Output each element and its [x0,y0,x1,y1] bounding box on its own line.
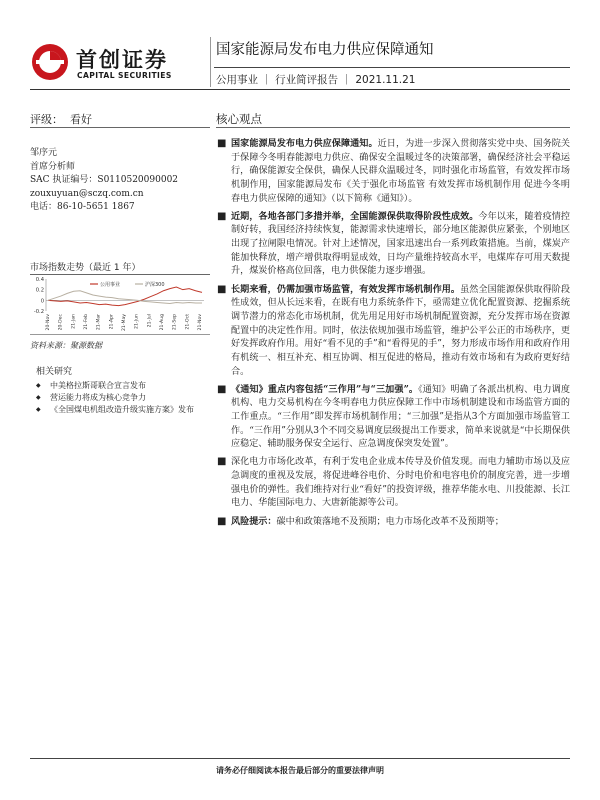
core-content [216,137,570,533]
related-item[interactable]: ◆ 营运能力将成为核心竞争力 [36,392,214,404]
company-logo [30,42,200,82]
title-rule [214,67,570,68]
y-tick-label: 0 [40,298,44,305]
core-paragraph: ■ 国家能源局发布电力供应保障通知。近日，为进一步深入贯彻落实党中央、国务院关于保障今冬明春能源电力供应、确保安全温暖过冬的决策部署，确保经济社会平稳运行，确保能源安全保供，确保人民群众温暖过冬，同时强化市场监管，有效发挥市场机制作用，国家能源局发布《关于强化市场监管 有效发挥市场机制作用 促进今冬明春电力供应保障的通知》（以下简称《通知》）。 [217,138,570,204]
y-tick-label: 0.2 [35,287,44,294]
core-paragraph: ■ 长期来看，仍需加强市场监管，有效发挥市场机制作用。虽然全国能源保供取得阶段性成效，但从长远来看，在既有电力系统条件下，亟需建立优化配置资源、挖掘系统调节潜力的常态化市场机制，优先用足用好市场机制配置资源，充分发挥市场在资源配置中的决定性作用。同时，依法依规加强市场监管，维护公平公正的市场秩序，更好发挥政府作用。用好“看不见的手”和“看得见的手”，努力形成市场作用和政府作用有机统一、相互补充、相互协调、相互促进的格局，推动有效市场和有为政府更好结合。 [217,283,570,377]
legend-label: 沪深300 [145,282,165,288]
report-title: 国家能源局发布电力供应保障通知 [216,42,434,58]
x-tick-label: 21-Mar [96,314,102,331]
x-tick-label: 21-Jul [147,314,153,328]
x-tick-label: 20-Nov [46,314,51,331]
core-rule [216,127,570,128]
report-subtitle: 公用事业 ｜ 行业简评报告 ｜ 2021.11.21 [216,74,416,86]
market-index-chart [30,276,210,332]
x-tick-label: 20-Dec [58,314,64,331]
y-tick-label: 0.4 [35,277,44,283]
rating-value: 看好 [70,113,92,126]
footer-disclaimer: 请务必仔细阅读本报告最后部分的重要法律声明 [216,766,384,775]
x-tick-label: 21-Jun [134,314,140,329]
analyst-email[interactable]: zouxuyuan@sczq.com.cn [30,188,144,199]
analyst-phone: 电话：86-10-5651 1867 [30,202,135,213]
x-tick-label: 21-Feb [84,314,89,330]
related-research-title: 相关研究 [36,367,73,377]
analyst-title: 首席分析师 [30,161,76,172]
related-item[interactable]: ◆ 《全国煤电机组改造升级实施方案》发布 [36,404,214,416]
rating [30,111,92,127]
rating-label: 评级： [30,113,63,126]
footer-rule [30,758,570,759]
bullet-icon: ◆ [36,382,41,389]
legend-label: 公用事业 [100,282,121,288]
x-tick-label: 21-Nov [198,314,203,331]
analyst-block [30,147,178,215]
header-rule [30,89,570,90]
related-research-list [36,380,214,417]
x-tick-label: 21-Jan [71,314,77,329]
trend-title: 市场指数走势（最近 1 年） [30,263,141,273]
header-divider [210,37,211,87]
bullet-icon: ■ [217,383,227,395]
bullet-icon: ■ [217,210,227,222]
chart-source: 资料来源：聚源数据 [30,341,102,350]
core-paragraph: ■ 《通知》重点内容包括“三作用”与“三加强”。《通知》明确了各派出机构、电力调度机构、电力交易机构在今冬明春电力供应保障工作中市场机制建设和市场监管方面的工作重点。“三作用”即发挥市场机制作用；“三加强”是指从3个方面加强市场监管工作。“三作用”分别从3个不同交易调度层级提出工作要求，简单来说就是“中长期保供应稳定、辅助服务保安全运行、应急调度保突发处置”。 [217,383,570,450]
x-tick-label: 21-Apr [109,314,115,330]
bullet-icon: ■ [217,283,227,295]
logo-text-en: CAPITAL SECURITIES [77,71,172,80]
trend-rule [30,274,210,275]
y-tick-label: -0.2 [33,309,44,315]
related-item[interactable]: ◆ 中美格拉斯哥联合宣言发布 [36,380,214,392]
bullet-icon: ◆ [36,394,41,402]
logo-text-cn: 首创证券 [76,48,168,72]
analyst-name: 邹序元 [30,148,58,158]
x-tick-label: 21-Oct [185,314,191,330]
bullet-icon: ◆ [36,406,41,414]
core-paragraph: ■ 风险提示：碳中和政策落地不及预期；电力市场化改革不及预期等； [217,515,504,527]
bullet-icon: ■ [217,456,227,468]
x-tick-label: 21-Aug [160,314,165,331]
bullet-icon: ■ [217,515,227,527]
core-paragraph: ■ 近期，各地各部门多措并举，全国能源保供取得阶段性成效。今年以来，随着疫情控制好转，我国经济持续恢复，能源需求快速增长，部分地区能源供应紧张，个别地区出现了拉闸限电情况。针对上述情况，国家迅速出台一系列政策措施。当前，煤炭产能加快释放，增产增供取得明显成效，日均产量维持较高水平，电煤库存可用天数提升，煤炭价格高位回落，电力供保能力逐步增强。 [217,210,570,277]
source-rule [30,334,210,335]
core-title: 核心观点 [216,112,262,126]
core-paragraph: ■ 深化电力市场化改革，有利于发电企业成本传导及价值发现。而电力辅助市场以及应急调度的重视及发展，将促进峰谷电价、分时电价和电容电价的制度完善，进一步增强电价的弹性。我们维持对行业“看好”的投资评级，推荐华能水电、川投能源、长江电力、华能国际电力、大唐新能源等公司。 [217,456,570,509]
sidebar-rule [30,127,210,128]
x-tick-label: 21-May [122,314,127,332]
logo-mark-icon [30,42,72,82]
bullet-icon: ■ [217,138,227,149]
analyst-sac: SAC 执证编号：S0110520090002 [30,175,179,186]
x-tick-label: 21-Sep [172,314,178,331]
